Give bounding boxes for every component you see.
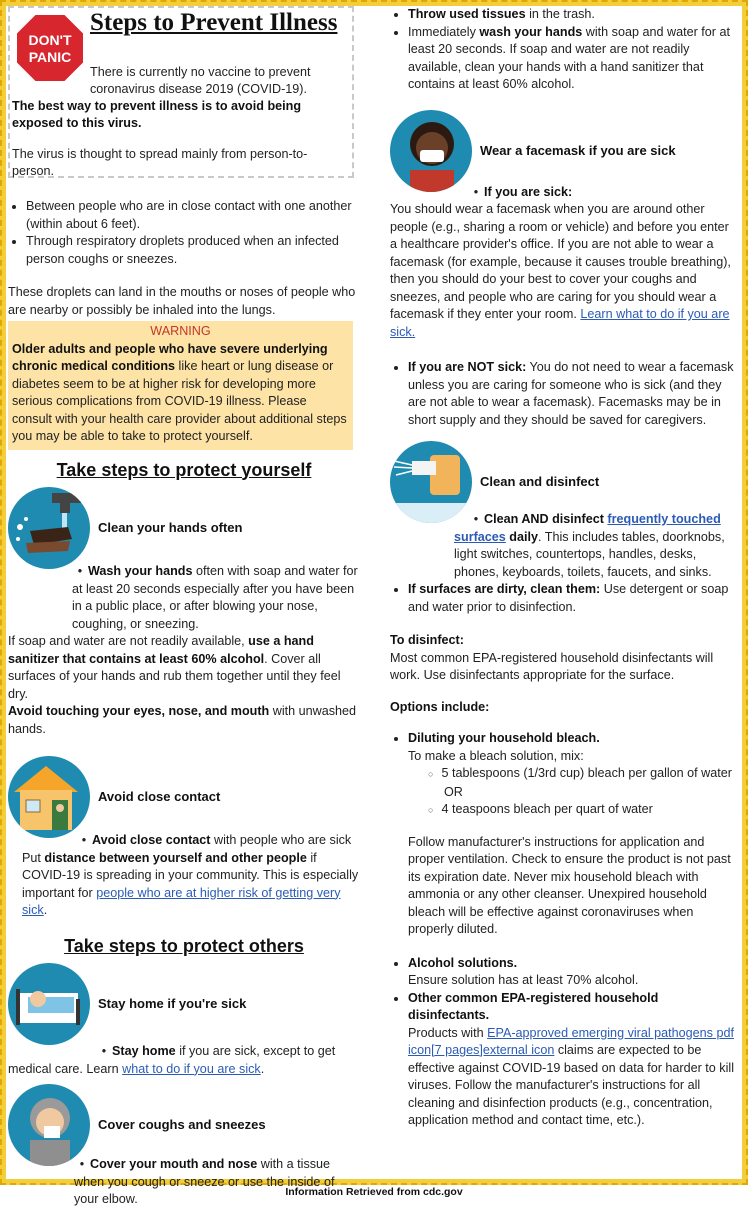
list-item: • Between people who are in close contact with one another (within about 6 feet). (26, 198, 360, 233)
wash-hands-text (8, 563, 360, 633)
higher-risk-link[interactable]: people who are at higher risk of getting very sick (22, 885, 341, 917)
options-heading: Options include: (390, 699, 490, 714)
avoid-bold: Avoid touching your eyes, nose, and mouth (8, 704, 270, 718)
bullet: • (473, 512, 479, 526)
bleach-bold: Diluting your household bleach. (408, 731, 600, 745)
contact-header (8, 756, 360, 838)
sneeze-tissue-icon (8, 1084, 90, 1166)
list-item (408, 730, 735, 939)
dirty-rest: Use detergent or soap and water prior to disinfection. (408, 582, 729, 614)
bullet: • (79, 1157, 85, 1171)
other-bold: Other common EPA-registered household disinfectants. (408, 990, 659, 1022)
list-item (408, 359, 735, 429)
to-disinfect-heading: To disinfect: (390, 633, 464, 647)
avoid-contact-bold: Avoid close contact (92, 833, 211, 847)
sanitizer-text (8, 633, 360, 703)
warning-rest: like heart or lung disease or diabetes seem to be at higher risk for developing more serious complications from COVID-19 illness. Please consult with your health care provider about additional steps you may be able to take to protect yourself. (12, 359, 347, 443)
list-item (408, 6, 735, 24)
dont-panic-stop-sign-icon (14, 12, 86, 84)
avoid-contact-rest: with people who are sick (210, 833, 352, 847)
if-sick-text (390, 201, 735, 341)
footer-source: Information Retrieved from cdc.gov (285, 1186, 463, 1198)
cough-title: Cover coughs and sneezes (98, 1117, 266, 1133)
cough-header (8, 1084, 360, 1166)
list-item: ○ 4 teaspoons bleach per quart of water (444, 801, 735, 820)
bullet: • (81, 833, 87, 847)
wash-bold: wash your hands (479, 24, 583, 39)
page-title: Steps to Prevent Illness (90, 9, 338, 36)
sanitizer-rest: . Cover all surfaces of your hands and rub them together until they feel dry. (8, 651, 341, 701)
options-list (390, 730, 735, 1130)
warning-box (8, 321, 353, 450)
dirty-list (390, 581, 735, 616)
other-pre: Products with (408, 1025, 488, 1040)
bullet: • (473, 184, 479, 199)
warning-text (12, 341, 349, 446)
alcohol-rest: Ensure solution has at least 70% alcohol. (408, 973, 639, 987)
wash-bold: Wash your hands (88, 564, 193, 578)
intro-box (8, 6, 354, 178)
tissues-rest: in the trash. (525, 7, 595, 21)
list-item (441, 765, 735, 801)
distance-text (8, 850, 360, 920)
protect-others-heading: Take steps to protect others (64, 935, 304, 956)
epa-approved-link[interactable]: EPA-approved emerging viral pathogens pdf icon[7 pages]external icon (408, 1025, 734, 1057)
warning-title: WARNING (150, 324, 211, 338)
home-header (8, 963, 360, 1045)
learn-sick-link[interactable]: Learn what to do if you are sick. (390, 307, 730, 339)
svg-text:PANIC: PANIC (28, 49, 72, 65)
bleach-intro: To make a bleach solution, mix: (408, 748, 584, 763)
alcohol-bold: Alcohol solutions. (408, 955, 518, 970)
spread-text: The virus is thought to spread mainly from person-to-person. (12, 147, 308, 178)
other-rest: claims are expected to be effective against COVID-19 based on data for harder to kill viruses. Follow the manufacturer's instructions for all cleaning and disinfection products (e.g., concentration, application method and contact time, etc.). (408, 1043, 734, 1127)
if-sick-rest: You should wear a facemask when you are around other people (e.g., sharing a room or vehicle) and before you enter a healthcare provider's office. If you are not able to wear a facemask (for example, because it causes trouble breathing), then you should do your best to cover your coughs and sneezes, and people who are caring for you should wear a facemask if they enter your room. (390, 202, 731, 321)
spray-cleaning-icon (390, 441, 472, 523)
not-sick-bold: If you are NOT sick: (408, 360, 527, 374)
avoid-rest: with unwashed hands. (8, 704, 357, 736)
dirty-bold: If surfaces are dirty, clean them: (408, 582, 601, 596)
distance-rest: if COVID-19 is spreading in your community. This is especially important for (22, 850, 359, 900)
distance-pre: Put (22, 850, 45, 865)
bleach-opt1: 5 tablespoons (1/3rd cup) bleach per gallon of water (441, 766, 732, 780)
spread-list (8, 198, 360, 268)
distance-end: . (43, 903, 48, 917)
bleach-sublist (408, 765, 735, 820)
not-sick-rest: You do not need to wear a facemask unless you are caring for someone who is sick (and they are not able to wear a facemask). Facemasks may be in short supply and they should be saved for caregivers. (408, 360, 734, 427)
protect-yourself-heading: Take steps to protect yourself (56, 459, 312, 480)
list-item (408, 955, 735, 990)
best-way-label: The best way to prevent illness is to avoid being exposed to this virus. (12, 99, 302, 130)
list-item: • Through respiratory droplets produced when an infected person coughs or sneezes. (26, 233, 360, 268)
clean-daily-bold2: daily (505, 529, 539, 544)
clean-title: Clean and disinfect (480, 474, 600, 490)
home-title: Stay home if you're sick (98, 996, 247, 1012)
stay-home-end: . (260, 1061, 265, 1076)
to-disinfect-text: Most common EPA-registered household disinfectants will work. Use disinfectants appropriate for the surface. (390, 650, 714, 682)
stay-home-text (8, 1043, 360, 1078)
sanitizer-bold: use a hand sanitizer that contains at least 60% alcohol (8, 634, 314, 666)
droplets-text: These droplets can land in the mouths or noses of people who are nearby or possibly be inhaled into the lungs. (8, 285, 356, 317)
right-column (390, 6, 735, 1130)
wash-pre: Immediately (408, 24, 480, 39)
best-way-text (12, 98, 348, 132)
bullet: • (101, 1044, 107, 1058)
touched-surfaces-link[interactable]: frequently touched surfaces (454, 512, 721, 544)
intro-main (12, 98, 348, 180)
tissues-bold: Throw used tissues (408, 7, 526, 21)
not-sick-list (390, 359, 735, 429)
if-sick-bold: If you are sick: (484, 184, 573, 199)
list-item (408, 581, 735, 616)
distance-bold: distance between yourself and other people (44, 850, 307, 865)
avoid-touching-text (8, 703, 360, 738)
handwashing-icon (8, 487, 90, 569)
svg-text:DON'T: DON'T (28, 32, 72, 48)
list-item (408, 24, 735, 94)
facemask-person-icon (390, 110, 472, 192)
clean-daily-bold: Clean AND disinfect (484, 512, 608, 526)
warning-bold: Older adults and people who have severe underlying chronic medical conditions (12, 341, 328, 373)
tissue-list (390, 6, 735, 94)
mask-title: Wear a facemask if you are sick (480, 142, 676, 158)
clean-daily-rest: . This includes tables, doorknobs, light switches, countertops, handles, desks, phones, keyboards, toilets, faucets, and sinks. (454, 529, 725, 579)
bleach-follow: Follow manufacturer's instructions for application and proper ventilation. Check to ensure the product is not past its expiration date. Never mix household bleach with ammonia or any other cleanser. Unexpired household bleach will be effective against coronaviruses when properly diluted. (408, 834, 731, 936)
bullet: • (77, 564, 83, 578)
wash-rest: with soap and water for at least 20 seconds. If soap and water are not readily available, clean your hands with a hand sanitizer that contains at least 60% alcohol. (408, 24, 730, 91)
sanitizer-pre: If soap and water are not readily available, (8, 634, 249, 648)
stay-home-rest: if you are sick, except to get medical care. Learn (8, 1044, 336, 1076)
wash-rest: often with soap and water for at least 20 seconds especially after you have been in a public place, or after blowing your nose, coughing, or sneezing. (72, 564, 358, 631)
what-to-do-link[interactable]: what to do if you are sick (122, 1061, 261, 1076)
contact-title: Avoid close contact (98, 789, 221, 805)
sick-in-bed-icon (8, 963, 90, 1045)
hands-title: Clean your hands often (98, 520, 243, 536)
left-column (8, 6, 360, 1209)
list-item (408, 990, 735, 1130)
no-vaccine-text: There is currently no vaccine to prevent coronavirus disease 2019 (COVID-19). (90, 65, 311, 96)
mask-header (390, 110, 735, 192)
house-icon (8, 756, 90, 838)
cover-bold: Cover your mouth and nose (90, 1157, 258, 1171)
stay-home-bold: Stay home (112, 1044, 176, 1058)
bleach-or: OR (444, 784, 463, 799)
hands-header (8, 487, 360, 569)
cover-rest: with a tissue when you cough or sneeze or use the inside of your elbow. (74, 1157, 335, 1206)
